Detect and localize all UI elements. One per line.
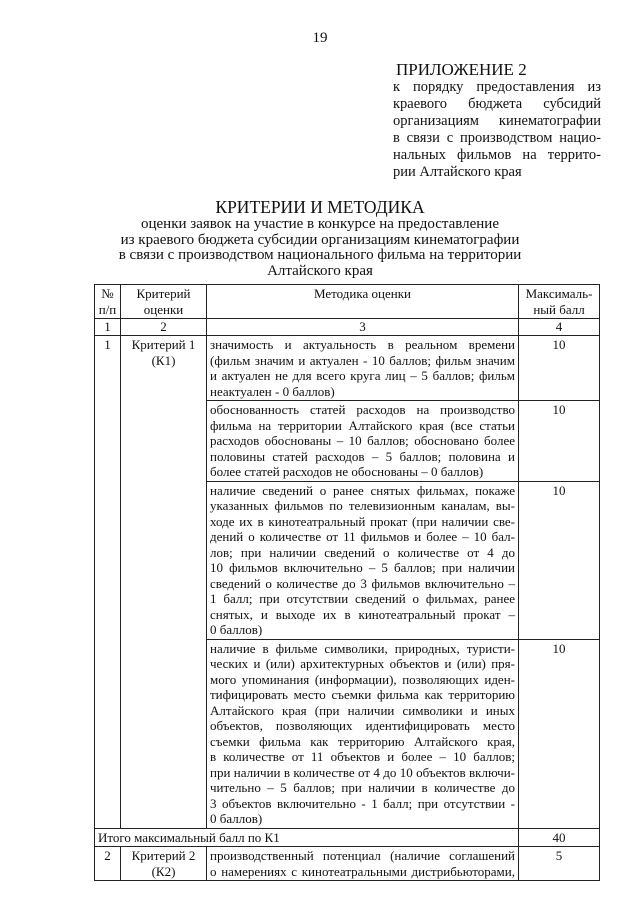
header-max: Максималь- ный балл (519, 285, 600, 319)
table-row (95, 336, 600, 401)
row-num: 1 (95, 336, 121, 829)
column-number: 4 (519, 319, 600, 336)
header-criterion: Критерий оценки (121, 285, 207, 319)
table-row (95, 847, 600, 881)
heading-title: КРИТЕРИИ И МЕТОДИКА (215, 197, 425, 217)
criterion-cell: Критерий 1 (К1) (121, 336, 207, 829)
total-value: 40 (519, 828, 600, 847)
appendix-line: краевого бюджета субсидий (393, 96, 601, 112)
criteria-table (94, 284, 600, 881)
row-num: 2 (95, 847, 121, 881)
max-score: 10 (519, 639, 600, 828)
appendix-text (393, 79, 601, 181)
appendix-line: к порядку предоставления из (393, 79, 601, 95)
heading-line: из краевого бюджета субсидии организациям кинематографии (120, 231, 520, 248)
total-row (95, 828, 600, 847)
max-score: 5 (519, 847, 600, 881)
appendix-title: ПРИЛОЖЕНИЕ 2 (396, 60, 527, 79)
appendix-line: в связи с производством нацио- (393, 130, 601, 146)
header-num: № п/п (95, 285, 121, 319)
total-label: Итого максимальный балл по К1 (95, 828, 519, 847)
appendix-line: организациям кинематографии (393, 113, 601, 129)
column-number: 2 (121, 319, 207, 336)
method-cell: наличие в фильме символики, природных, туристи- ческих и (или) архитектурных объектов и (или) пря- мого упоминания (информации), позволяющих иден- тифицировать место съемки фильма как территорию Алтайского края (при наличии символики и иных объектов, позволяющих идентифицировать место съемки фильма как территорию Алтайского края, в количестве от 11 объектов и более – 10 баллов; при наличии в количестве от 4 до 10 объектов включи- чительно – 5 баллов; при наличии в количестве до 3 объектов включительно - 1 балл; при отсутствии - 0 баллов) (207, 639, 519, 828)
column-number-row (95, 319, 600, 336)
max-score: 10 (519, 401, 600, 482)
appendix-line: рии Алтайского края (393, 164, 522, 180)
column-number: 1 (95, 319, 121, 336)
max-score: 10 (519, 481, 600, 639)
heading-line: Алтайского края (267, 262, 373, 279)
page-number: 19 (312, 30, 328, 46)
heading-line: оценки заявок на участие в конкурсе на предоставление (141, 216, 499, 232)
method-cell: значимость и актуальность в реальном времени (фильм значим и актуален - 10 баллов; фильм значим и актуален не для всего круга лиц – 5 баллов; фильм неактуален - 0 баллов) (207, 336, 519, 401)
appendix-block (393, 60, 601, 181)
method-cell: производственный потенциал (наличие соглашений о намерениях с кинотеатральными дистрибьюторами, (207, 847, 519, 881)
heading-subtitle (0, 217, 640, 279)
max-score: 10 (519, 336, 600, 401)
column-number: 3 (207, 319, 519, 336)
method-cell: обоснованность статей расходов на производство фильма на территории Алтайского края (все статьи расходов обоснованы – 10 баллов; обосновано более половины статей расходов – 5 баллов; половина и более статей расходов не обоснованы – 0 баллов) (207, 401, 519, 482)
heading-line: в связи с производством национального фильма на территории (118, 247, 522, 263)
appendix-line: нальных фильмов на террито- (393, 147, 601, 163)
header-method: Методика оценки (207, 285, 519, 319)
document-heading (0, 197, 640, 279)
table-header-row (95, 285, 600, 319)
criterion-cell: Критерий 2 (К2) (121, 847, 207, 881)
method-cell: наличие сведений о ранее снятых фильмах, покаже указанных фильмов по телевизионным каналам, вы- ходе их в кинотеатральный прокат (при наличии све- дений о количестве от 11 фильмов и более – 10 бал- лов; при наличии сведений о количестве от 4 до 10 фильмов включительно – 5 баллов; при наличии сведений о количестве до 3 фильмов включительно – 1 балл; при отсутствии сведений о фильмах, ранее снятых, и выходе их в кинотеатральный прокат – 0 баллов) (207, 481, 519, 639)
